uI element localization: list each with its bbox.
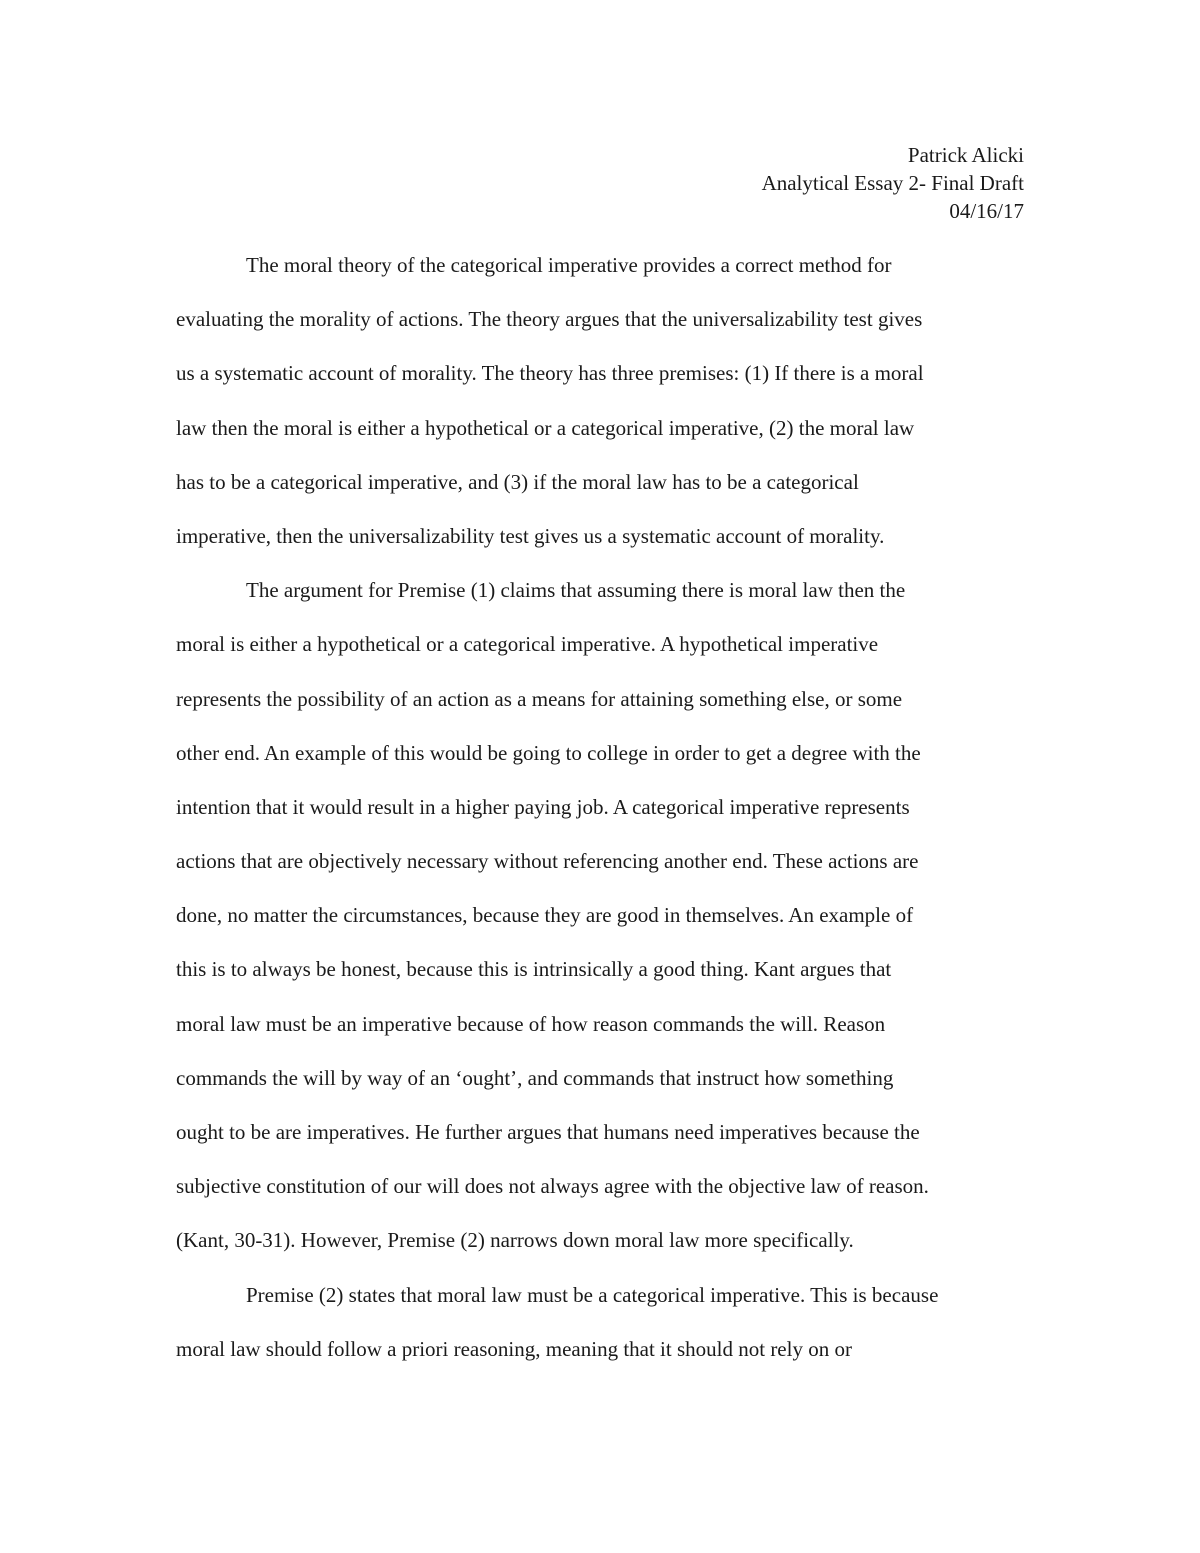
author-name: Patrick Alicki: [907, 143, 1024, 167]
paragraph-2-line: moral is either a hypothetical or a categorical imperative. A hypothetical imperative: [176, 632, 879, 657]
essay-title: Analytical Essay 2- Final Draft: [761, 171, 1024, 195]
paragraph-1-line: us a systematic account of morality. The theory has three premises: (1) If there is a moral: [176, 361, 924, 386]
paragraph-2-line: moral law must be an imperative because of how reason commands the will. Reason: [176, 1011, 886, 1036]
paragraph-3-line: moral law should follow a priori reasoning, meaning that it should not rely on or: [176, 1336, 852, 1361]
paragraph-2-line: (Kant, 30-31). However, Premise (2) narrows down moral law more specifically.: [176, 1228, 854, 1253]
paragraph-2-line: represents the possibility of an action as a means for attaining something else, or some: [176, 686, 903, 711]
paragraph-1-line: law then the moral is either a hypothetical or a categorical imperative, (2) the moral law: [176, 415, 915, 440]
paragraph-1-line: evaluating the morality of actions. The theory argues that the universalizability test gives: [176, 307, 923, 332]
paragraph-2-line: this is to always be honest, because this is intrinsically a good thing. Kant argues that: [176, 957, 892, 982]
paragraph-1-line: has to be a categorical imperative, and (3) if the moral law has to be a categorical: [176, 469, 859, 494]
paragraph-2-line: subjective constitution of our will does not always agree with the objective law of reason.: [176, 1174, 929, 1199]
paragraph-3-line: Premise (2) states that moral law must be a categorical imperative. This is because: [246, 1282, 939, 1307]
paragraph-1-line: imperative, then the universalizability test gives us a systematic account of morality.: [176, 523, 885, 548]
paragraph-2-line: The argument for Premise (1) claims that assuming there is moral law then the: [246, 578, 906, 603]
paragraph-2-line: intention that it would result in a higher paying job. A categorical imperative represents: [176, 794, 910, 819]
paragraph-2-line: ought to be are imperatives. He further argues that humans need imperatives because the: [176, 1120, 920, 1144]
paragraph-1-line: The moral theory of the categorical imperative provides a correct method for: [246, 253, 892, 277]
paragraph-2-line: commands the will by way of an ‘ought’, and commands that instruct how something: [176, 1065, 894, 1090]
paragraph-2-line: actions that are objectively necessary without referencing another end. These actions are: [176, 849, 919, 874]
paragraph-2-line: done, no matter the circumstances, because they are good in themselves. An example of: [176, 903, 914, 928]
essay-header: [762, 141, 1024, 225]
paragraph-2-line: other end. An example of this would be going to college in order to get a degree with the: [176, 740, 921, 765]
essay-body: [176, 248, 1028, 1386]
essay-date: 04/16/17: [949, 199, 1024, 223]
